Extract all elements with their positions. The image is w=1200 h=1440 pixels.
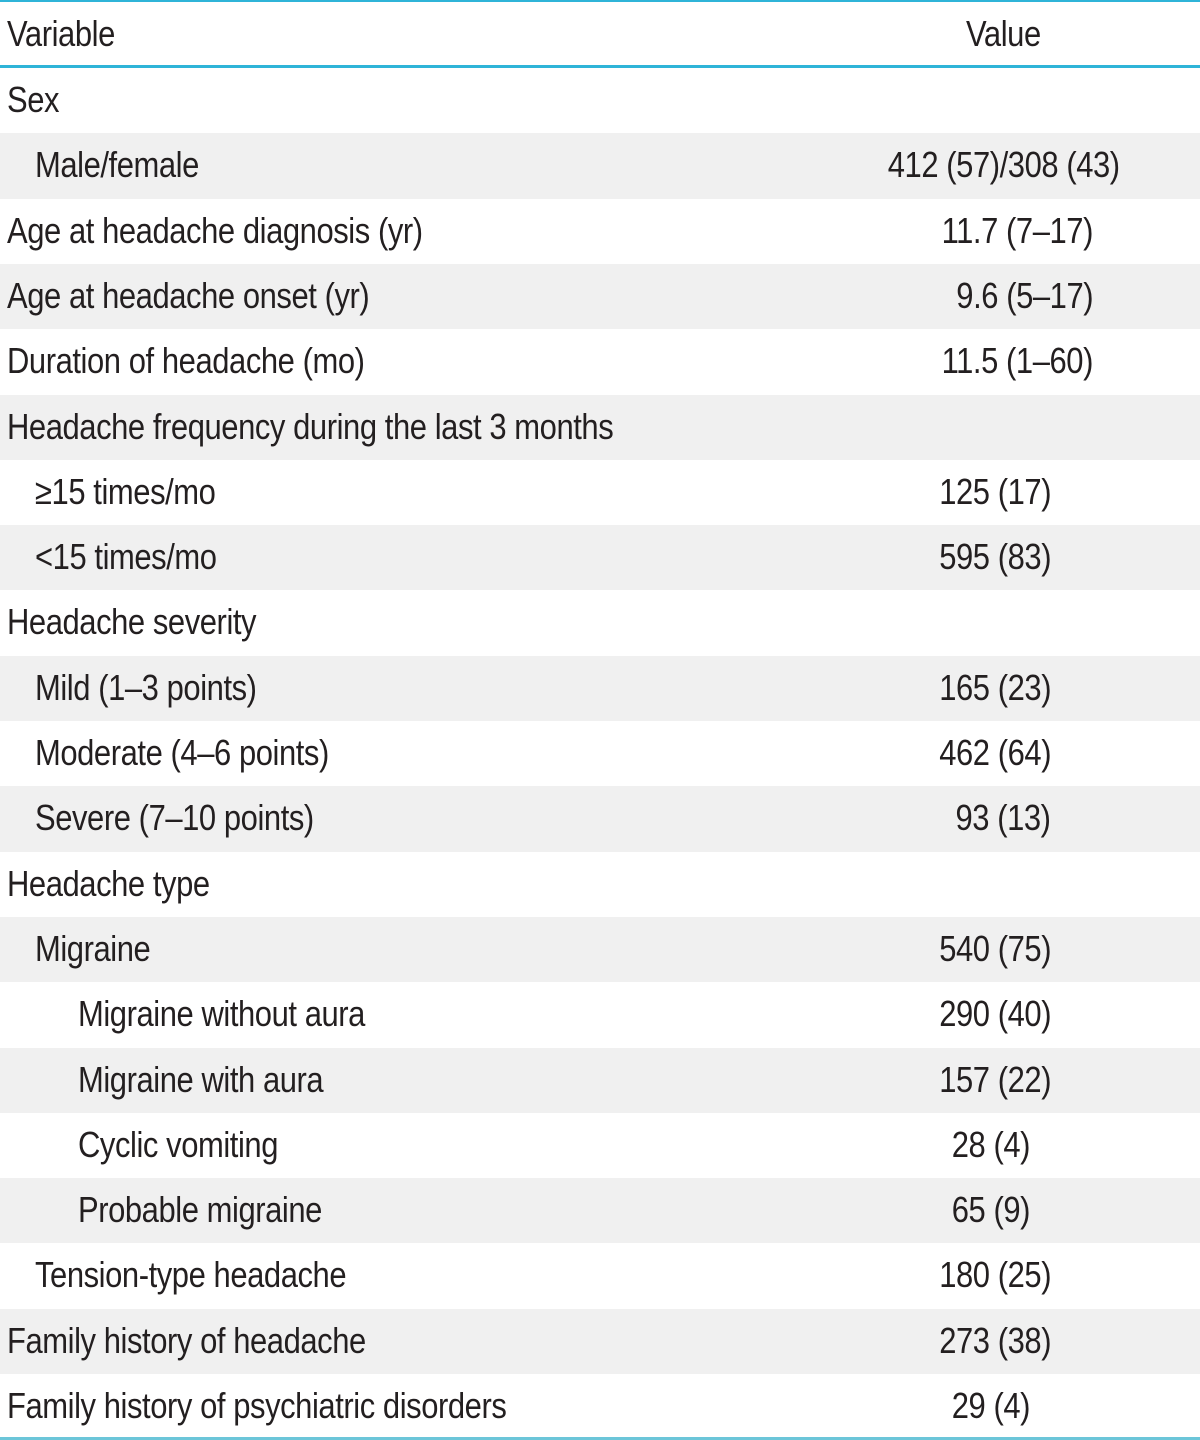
row-value: 412 (57)/308 (43) [888, 144, 1120, 186]
row-value: 290 (40) [939, 993, 1051, 1035]
row-label: Headache type [7, 862, 210, 904]
header-variable: Variable [7, 13, 115, 54]
row-label: <15 times/mo [35, 536, 217, 578]
table-row [0, 264, 1200, 329]
row-label: ≥15 times/mo [35, 470, 216, 512]
table-row [0, 721, 1200, 786]
row-value: 29 (4) [951, 1385, 1030, 1426]
row-label: Age at headache onset (yr) [7, 274, 370, 316]
row-label: Headache frequency during the last 3 months [7, 405, 614, 447]
row-value: 93 (13) [955, 797, 1051, 839]
row-label: Severe (7–10 points) [35, 797, 314, 839]
row-value: 125 (17) [939, 470, 1051, 512]
table-row [0, 68, 1200, 133]
row-label: Family history of psychiatric disorders [7, 1385, 507, 1426]
table-row [0, 1374, 1200, 1439]
row-value: 462 (64) [939, 732, 1051, 773]
table-row [0, 1178, 1200, 1243]
table-row [0, 525, 1200, 590]
table-row [0, 982, 1200, 1047]
row-value: 157 (22) [939, 1058, 1051, 1100]
table-row [0, 133, 1200, 198]
row-label: Migraine without aura [78, 993, 365, 1035]
table-header-row [0, 2, 1200, 66]
row-label: Age at headache diagnosis (yr) [7, 209, 423, 251]
table-row [0, 199, 1200, 264]
row-value: 180 (25) [939, 1254, 1051, 1296]
row-value: 11.5 (1–60) [941, 340, 1093, 382]
row-label: Mild (1–3 points) [35, 666, 257, 708]
row-label: Headache severity [7, 601, 257, 643]
table-row [0, 395, 1200, 460]
table-row [0, 917, 1200, 982]
row-value: 273 (38) [939, 1319, 1051, 1361]
row-label: Moderate (4–6 points) [35, 732, 329, 773]
row-value: 28 (4) [951, 1123, 1030, 1165]
row-value: 165 (23) [939, 666, 1051, 708]
header-value: Value [966, 13, 1041, 54]
row-value: 65 (9) [951, 1189, 1030, 1231]
table-row [0, 656, 1200, 721]
row-value: 9.6 (5–17) [956, 274, 1093, 316]
table-row [0, 786, 1200, 851]
table-row [0, 1048, 1200, 1113]
row-label: Tension-type headache [35, 1254, 347, 1296]
table-row [0, 852, 1200, 917]
table-row [0, 329, 1200, 394]
row-value: 595 (83) [939, 536, 1051, 578]
row-label: Cyclic vomiting [78, 1123, 278, 1165]
row-value: 11.7 (7–17) [941, 209, 1093, 251]
row-value: 540 (75) [939, 927, 1051, 969]
row-label: Duration of headache (mo) [7, 340, 365, 382]
table-row [0, 1243, 1200, 1308]
row-label: Migraine with aura [78, 1058, 324, 1100]
table-row [0, 590, 1200, 655]
row-label: Family history of headache [7, 1319, 366, 1361]
row-label: Probable migraine [78, 1189, 322, 1231]
table-row [0, 460, 1200, 525]
row-label: Male/female [35, 144, 199, 186]
table-row [0, 1309, 1200, 1374]
table-row [0, 1113, 1200, 1178]
row-label: Sex [7, 79, 60, 120]
row-label: Migraine [35, 927, 151, 969]
